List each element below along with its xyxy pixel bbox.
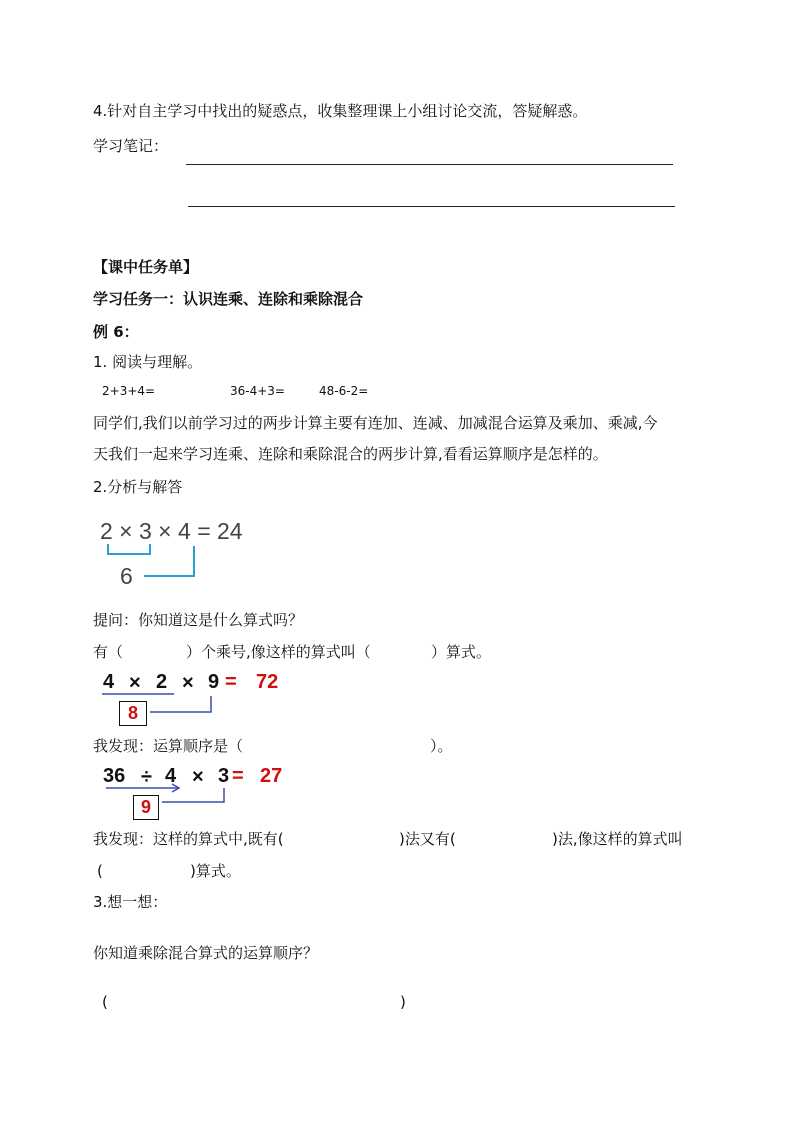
fig1-brackets [100,540,210,584]
notes-line-1[interactable] [186,164,673,165]
step1-label: 1. 阅读与理解。 [93,353,203,371]
fig3-op-1: ÷ [141,766,152,788]
fig2-result: 72 [256,671,279,693]
fill1-start: 有（ [93,643,124,661]
fig3-brackets [100,782,230,808]
step3-label: 3.想一想： [93,893,168,911]
fig3-term-3: 3 [218,765,230,787]
expr-1: 2+3+4= [102,384,156,398]
fill1-middle: ）个乘号,像这样的算式叫（ [186,643,371,661]
discover2-end: )法,像这样的算式叫 [552,830,683,848]
fig3-term-2: 4 [165,765,177,787]
ask-question: 提问：你知道这是什么算式吗？ [93,611,304,629]
paragraph-line-1: 同学们,我们以前学习过的两步计算主要有连加、连减、加减混合运算及乘加、乘减,今 [93,414,658,432]
fig3-result: 27 [260,765,283,787]
notes-label: 学习笔记： [93,137,169,155]
question-4: 4.针对自主学习中找出的疑惑点，收集整理课上小组讨论交流，答疑解惑。 [93,102,588,120]
section-title: 【课中任务单】 [93,258,199,276]
expr-2: 36-4+3= [230,384,285,398]
fig2-equals: = [225,671,237,693]
step2-label: 2.分析与解答 [93,478,183,496]
fig3-op-2: × [192,766,204,788]
fig2-term-3: 9 [208,671,220,693]
fig2-term-1: 4 [103,671,115,693]
discover2-middle: )法又有( [399,830,456,848]
paragraph-line-2: 天我们一起来学习连乘、连除和乘除混合的两步计算,看看运算顺序是怎样的。 [93,445,608,463]
think-question: 你知道乘除混合算式的运算顺序？ [93,944,319,962]
discover2-line2-close: )算式。 [190,862,241,880]
fig1-expression: 2 × 3 × 4 = 24 [100,518,243,544]
fig3-term-1: 36 [103,765,126,787]
fig3-equals: = [232,765,244,787]
discover1-end: ）。 [430,737,453,755]
task1-title: 学习任务一：认识连乘、连除和乘除混合 [93,290,364,308]
fig2-brackets [100,692,220,722]
discover1-start: 我发现：运算顺序是（ [93,737,244,755]
fig1-partial: 6 [120,563,133,589]
expr-3: 48-6-2= [319,384,369,398]
fig2-op-2: × [182,672,194,694]
answer-paren-close: ) [400,993,406,1011]
fig2-partial-box: 8 [119,701,147,726]
fig2-op-1: × [129,672,141,694]
discover2-start: 我发现：这样的算式中,既有( [93,830,284,848]
discover2-line2-open: ( [97,862,103,880]
fig3-partial-box: 9 [133,795,159,820]
notes-line-2[interactable] [188,206,675,207]
fig2-term-2: 2 [156,671,168,693]
answer-paren-open: ( [102,993,108,1011]
fill1-end: ）算式。 [431,643,492,661]
example-label: 例 6： [93,323,139,341]
